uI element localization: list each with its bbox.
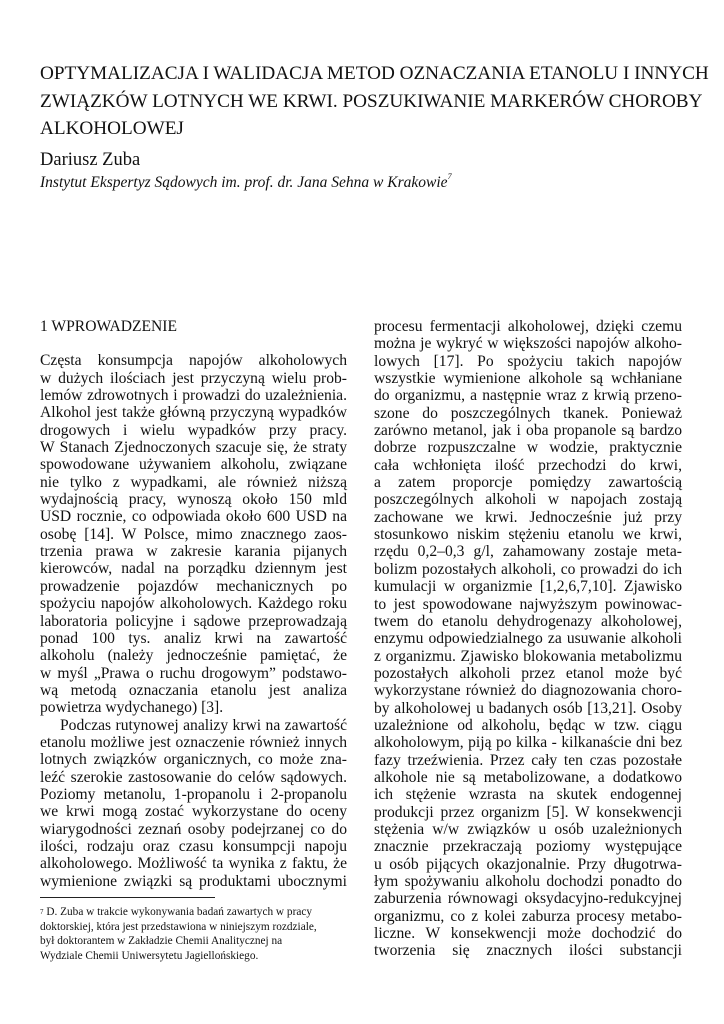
text-line: etanolu możliwe jest oznaczenie również innych [40,733,347,751]
footnote-line: doktorskiej, która jest przedstawiona w niniejszym rozdziale, [40,920,317,933]
text-line: nie tylko z wypadkami, ale również niższą [40,473,347,491]
text-line: prowadzenie pojazdów mechanicznych po [40,577,347,595]
text-line: USD rocznie, co odpowiada około 600 USD na [40,508,347,526]
title-line: ZWIĄZKÓW LOTNYCH WE KRWI. POSZUKIWANIE MARKERÓW CHOROBY [40,90,703,112]
text-line: alkoholu (należy jednocześnie pamiętać, że [40,647,347,665]
text-line: laboratoria policyjne i sądowe przeprowadzają [40,612,347,630]
text-line: lotnych związków organicznych, co może zna- [40,751,347,769]
text-line: cała wchłonięta ilość przechodzi do krwi, [374,456,682,474]
footnote [40,905,340,963]
text-line: procesu fermentacji alkoholowej, dzięki czemu [374,318,682,335]
text-line: lowych [17]. Po spożyciu takich napojów [374,352,682,370]
text-line: Podczas rutynowej analizy krwi na zawartość [60,716,347,734]
article-title [40,60,709,143]
text-line: pozostałych alkoholi przez etanol może być [374,664,682,682]
text-line: by alkoholowej u badanych osób [13,21]. Osoby [374,699,682,717]
text-line: wszystkie wymienione alkohole są wchłaniane [374,370,682,388]
footnote-line: Wydziale Chemii Uniwersytetu Jagiellońskiego. [40,949,259,962]
footnote-ref: 7 [447,172,452,181]
text-line: to jest spowodowane najwyższym powinowac- [374,595,682,613]
text-line: w dużych ilościach jest przyczyną wielu prob- [40,369,347,387]
text-line: Częsta konsumpcja napojów alkoholowych [40,352,347,370]
title-line: ALKOHOLOWEJ [40,118,184,139]
footnote-text: D. Zuba w trakcie wykonywania badań zawartych w pracy [43,906,313,918]
text-line: kierowców, nadal na porządku dziennym jest [40,560,347,578]
footnote-mark: 7 [40,908,44,916]
text-line: ponad 100 tys. analiz krwi na zawartość [40,629,347,647]
text-line: zachowane we krwi. Jednocześnie już przy [374,508,682,526]
text-line: alkoholowym, piją po kilka - kilkanaście dni bez [374,734,682,752]
text-line: spożyciu napojów alkoholowych. Każdego roku [40,595,347,613]
text-line: zaburzenia równowagi oksydacyjno-redukcyjnej [374,890,682,908]
author-affiliation [40,174,452,192]
affiliation-text: Instytut Ekspertyz Sądowych im. prof. dr. Jana Sehna w Krakowie [40,174,448,191]
text-line: osobę [14]. W Polsce, mimo znacznego zaos- [40,525,347,543]
text-line: zarówno metanol, jak i oba propanole są bardzo [374,422,682,440]
text-line: z organizmu. Zjawisko blokowania metabolizmu [374,647,682,665]
text-line: Poziomy metanolu, 1-propanolu i 2-propanolu [40,785,347,803]
text-line: powietrza wydychanego) [3]. [40,699,224,717]
text-line: a zatem proporcje pomiędzy zawartością [374,474,682,492]
text-line: spowodowane używaniem alkoholu, związane [40,456,347,474]
text-line: poszczególnych alkoholi w napojach zostają [374,491,682,509]
text-line: wydajnością pracy, wynoszą około 150 mld [40,491,347,509]
text-line: wą metodą oznaczania etanolu jest analiza [40,681,347,699]
text-line: leźć szerokie zastosowanie do celów sądowych. [40,768,347,786]
text-line: organizmu, co z kolei zaburza procesy metabo- [374,907,682,925]
text-line: produkcji przez organizm [5]. W konsekwencji [374,803,682,821]
text-line: ilości, rodzaju oraz czasu konsumpcji napoju [40,837,347,855]
text-line: W Stanach Zjednoczonych szacuje się, że straty [40,439,347,457]
text-line: stosunkowo niskim stężeniu etanolu we krwi, [374,526,682,544]
text-line: stężenia w/w związków u osób uzależnionych [374,820,682,838]
paragraph [40,352,347,716]
left-column [40,318,347,890]
text-line: twem do etanolu dehydrogenazy alkoholowej, [374,612,682,630]
text-line: dobrze rozpuszczalne w wodzie, praktycznie [374,439,682,457]
text-line: tworzenia się znacznych ilości substancji [374,942,682,960]
text-line: alkohole nie są metabolizowane, a dodatkowo [374,768,682,786]
text-line: fazy trzeźwienia. Przez cały ten czas pozostałe [374,751,682,769]
text-line: szone do poszczególnych tkanek. Ponieważ [374,404,682,422]
footnote-line [40,905,340,920]
text-line: u osób pijących okazjonalnie. Przy długotrwa- [374,855,682,873]
footnote-divider [40,897,215,898]
text-line: we krwi mogą zostać wykorzystane do oceny [40,803,347,821]
text-line: rzędu 0,2–0,3 g/l, zahamowany zostaje meta- [374,543,682,561]
text-line: uzależnione od alkoholu, będąc w tzw. ciągu [374,716,682,734]
title-line: OPTYMALIZACJA I WALIDACJA METOD OZNACZANIA ETANOLU I INNYCH [40,63,709,84]
text-line: alkoholowego. Możliwość ta wynika z faktu, że [40,855,347,873]
text-line: kumulacji w organizmie [1,2,6,7,10]. Zjawisko [374,578,682,596]
author-name: Dariusz Zuba [40,150,141,170]
text-line: można je wykryć w większości napojów alkoho- [374,335,682,353]
text-line: łym spożywaniu alkoholu dochodzi ponadto do [374,873,682,890]
text-line: znacznie przekraczają poziomy występujące [374,838,682,856]
text-line: enzymu odpowiedzialnego za usuwanie alkoholi [374,630,682,648]
section-heading: 1 WPROWADZENIE [40,318,178,335]
text-line: wiarygodności zeznań osoby podejrzanej co do [40,820,347,838]
footnote-line: był doktorantem w Zakładzie Chemii Analitycznej na [40,935,283,948]
text-line: trzenia prawa w zakresie karania pijanych [40,543,347,561]
text-line: Alkohol jest także główną przyczyną wypadków [40,404,347,422]
text-line: do organizmu, a następnie wraz z krwią przeno- [374,387,682,405]
paragraph [40,717,347,890]
right-column [374,318,682,960]
text-line: liczne. W konsekwencji może dochodzić do [374,925,682,943]
text-line: drogowych i wielu wypadków przy pracy. [40,421,347,439]
text-line: lemów zdrowotnych i prowadzi do uzależnienia. [40,387,347,405]
text-line: bolizm pozostałych alkoholi, co prowadzi do ich [374,560,682,578]
text-line: wykorzystane również do diagnozowania choro- [374,682,682,700]
text-line: wymienione związki są produktami ubocznymi [40,872,347,890]
text-line: ich stężenie wzrasta na skutek endogennej [374,786,682,804]
text-line: w myśl „Prawa o ruchu drogowym” podstawo- [40,664,347,682]
